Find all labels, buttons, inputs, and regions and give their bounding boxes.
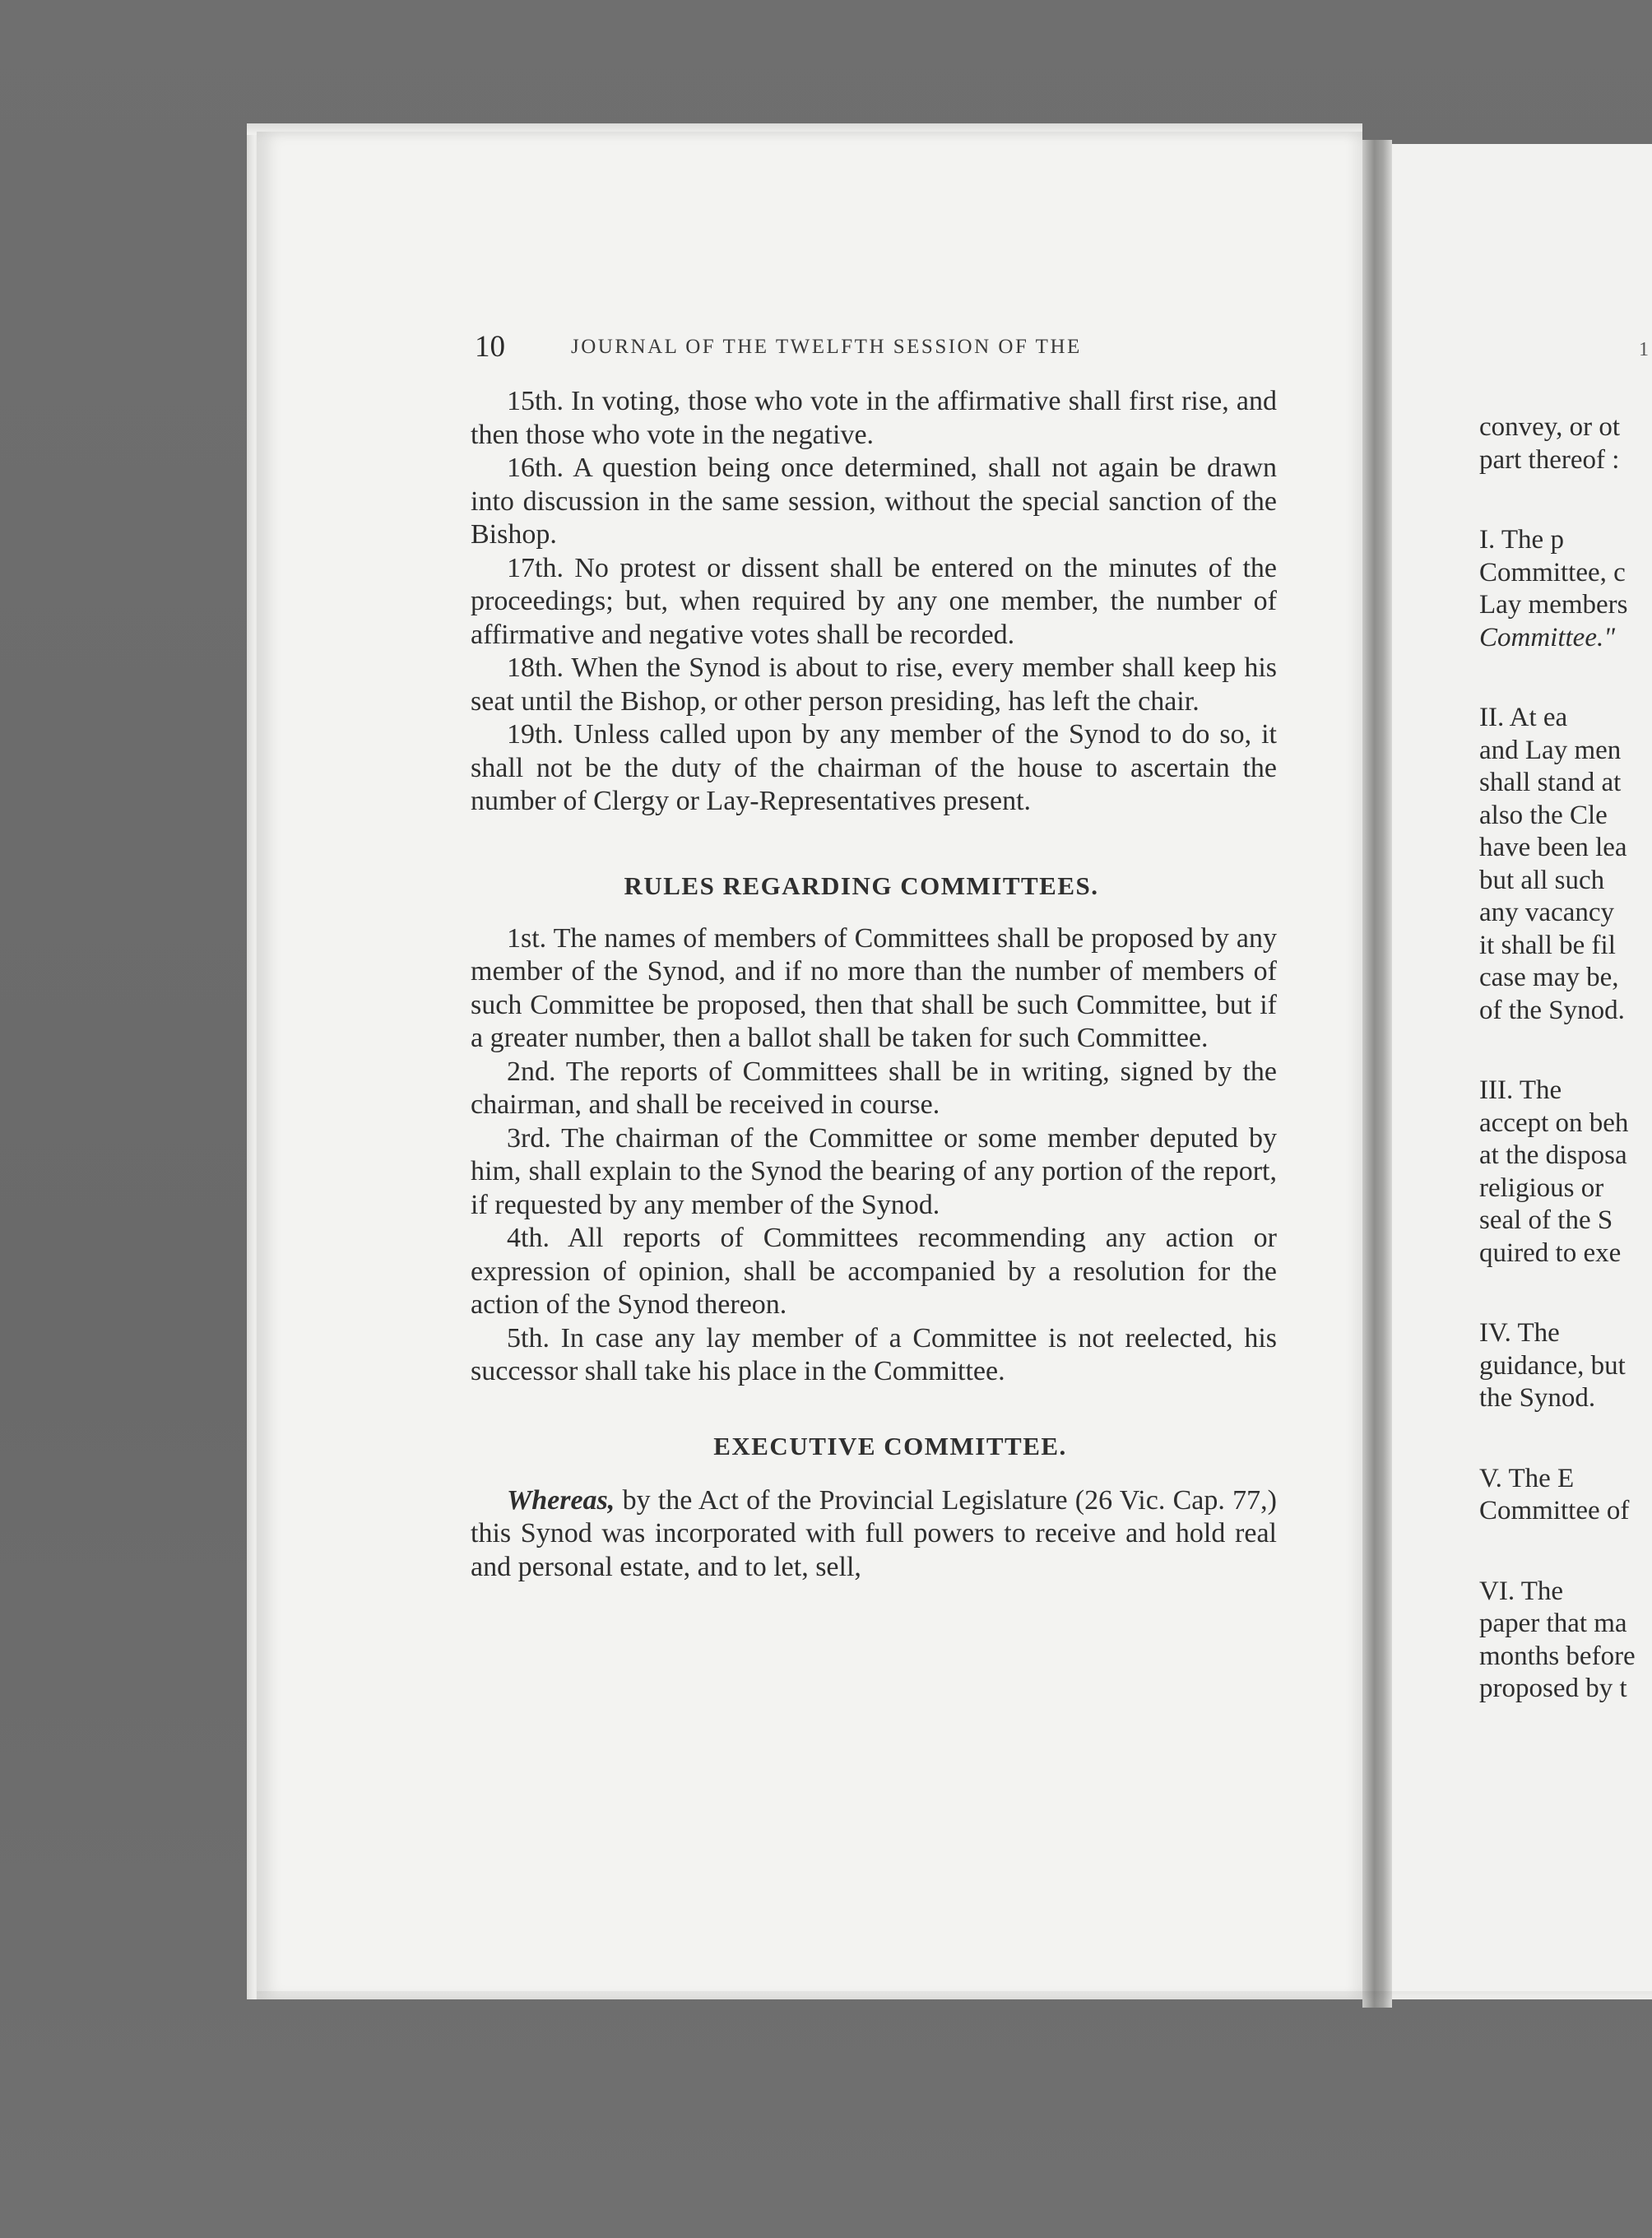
right-page-line: Committee of	[1479, 1496, 1630, 1525]
rule-15: 15th. In voting, those who vote in the affirmative shall first rise, and then those who vote in the negative.	[471, 386, 1277, 450]
rule-17: 17th. No protest or dissent shall be entered on the minutes of the proceedings; but, when required by any one member, the number of affirmative and negative votes shall be recorded.	[471, 552, 1277, 650]
committee-rule-1: 1st. The names of members of Committees shall be proposed by any member of the Synod, and if no more than the number of members of such Committee be proposed, then that shall be such Committee, but if a greater number, then a ballot shall be taken for such Committee.	[471, 922, 1277, 1053]
committees-heading: RULES REGARDING COMMITTEES.	[624, 871, 1099, 900]
committee-rule-4: 4th. All reports of Committees recommending any action or expression of opinion, shall be accompanied by a resolution for the action of the Synod thereon.	[471, 1223, 1277, 1320]
right-page-line: shall stand at	[1479, 768, 1622, 797]
right-page-line: the Synod.	[1479, 1383, 1596, 1413]
right-page-line: paper that ma	[1479, 1609, 1627, 1638]
left-page-text	[471, 321, 1277, 1584]
right-page-line: Committee, c	[1479, 557, 1626, 587]
executive-committee-heading: EXECUTIVE COMMITTEE.	[713, 1431, 1067, 1460]
committee-rule-3: 3rd. The chairman of the Committee or some member deputed by him, shall explain to the Synod the bearing of any portion of the report, if requested by any member of the Synod.	[471, 1122, 1277, 1220]
running-head-title: JOURNAL OF THE TWELFTH SESSION OF THE	[571, 336, 1082, 358]
right-page-line: case may be,	[1479, 963, 1619, 992]
right-page-line: accept on beh	[1479, 1107, 1629, 1138]
running-head	[471, 321, 1277, 370]
right-page-line: it shall be fil	[1479, 930, 1616, 960]
right-page-line: VI. The	[1479, 1576, 1564, 1606]
right-page-line: III. The	[1479, 1075, 1562, 1105]
right-page-line: seal of the S	[1479, 1205, 1613, 1235]
committee-rule-5: 5th. In case any lay member of a Committee is not reelected, his successor shall take his place in the Committee.	[471, 1322, 1277, 1386]
right-page-line: also the Cle	[1479, 800, 1608, 830]
right-page-line: months before	[1479, 1641, 1636, 1671]
right-page-line: of the Synod.	[1479, 995, 1625, 1025]
right-page-line: quired to exe	[1479, 1237, 1622, 1268]
right-page-line: religious or	[1479, 1172, 1604, 1203]
committee-rule-2: 2nd. The reports of Committees shall be in writing, signed by the chairman, and shall be received in course.	[471, 1056, 1277, 1120]
right-page-line: proposed by t	[1479, 1674, 1627, 1703]
right-running-head-fragment: 1	[1639, 339, 1649, 360]
right-page-line: Lay members	[1479, 590, 1628, 620]
right-page-line: convey, or ot	[1479, 412, 1621, 442]
executive-intro-text: by the Act of the Provincial Legislature (26 Vic. Cap. 77,) this Synod was incorporated with full powers to receive and hold real and personal estate, and to let, sell,	[471, 1484, 1277, 1582]
whereas-word: Whereas,	[507, 1484, 615, 1516]
page-bottom-shadow	[257, 1991, 1652, 2003]
rule-18: 18th. When the Synod is about to rise, every member shall keep his seat until the Bishop, or other person presiding, has left the chair.	[471, 652, 1277, 717]
right-page-line: IV. The	[1479, 1318, 1560, 1348]
right-page-text	[1479, 411, 1652, 1706]
right-page-line: but all such	[1479, 865, 1605, 895]
right-page-line: I. The p	[1479, 525, 1564, 555]
rule-19: 19th. Unless called upon by any member of the Synod to do so, it shall not be the duty of the chairman of the house to ascertain the number of Clergy or Lay-Representatives present.	[471, 719, 1277, 816]
right-page-line: Committee."	[1479, 622, 1616, 652]
book-gutter	[1362, 140, 1392, 2008]
right-page-line: any vacancy	[1479, 898, 1614, 927]
page-number: 10	[475, 330, 505, 364]
right-page-line: V. The E	[1479, 1463, 1575, 1493]
right-page-line: part thereof :	[1479, 444, 1620, 475]
right-page-line: at the disposa	[1479, 1140, 1627, 1170]
executive-intro-paragraph	[471, 1484, 1277, 1585]
rule-16: 16th. A question being once determined, shall not again be drawn into discussion in the same session, without the special sanction of the Bishop.	[471, 453, 1277, 550]
right-page-line: and Lay men	[1479, 735, 1622, 765]
right-page-line: guidance, but	[1479, 1350, 1626, 1381]
right-page-line: II. At ea	[1479, 703, 1568, 732]
right-page-line: have been lea	[1479, 833, 1627, 862]
